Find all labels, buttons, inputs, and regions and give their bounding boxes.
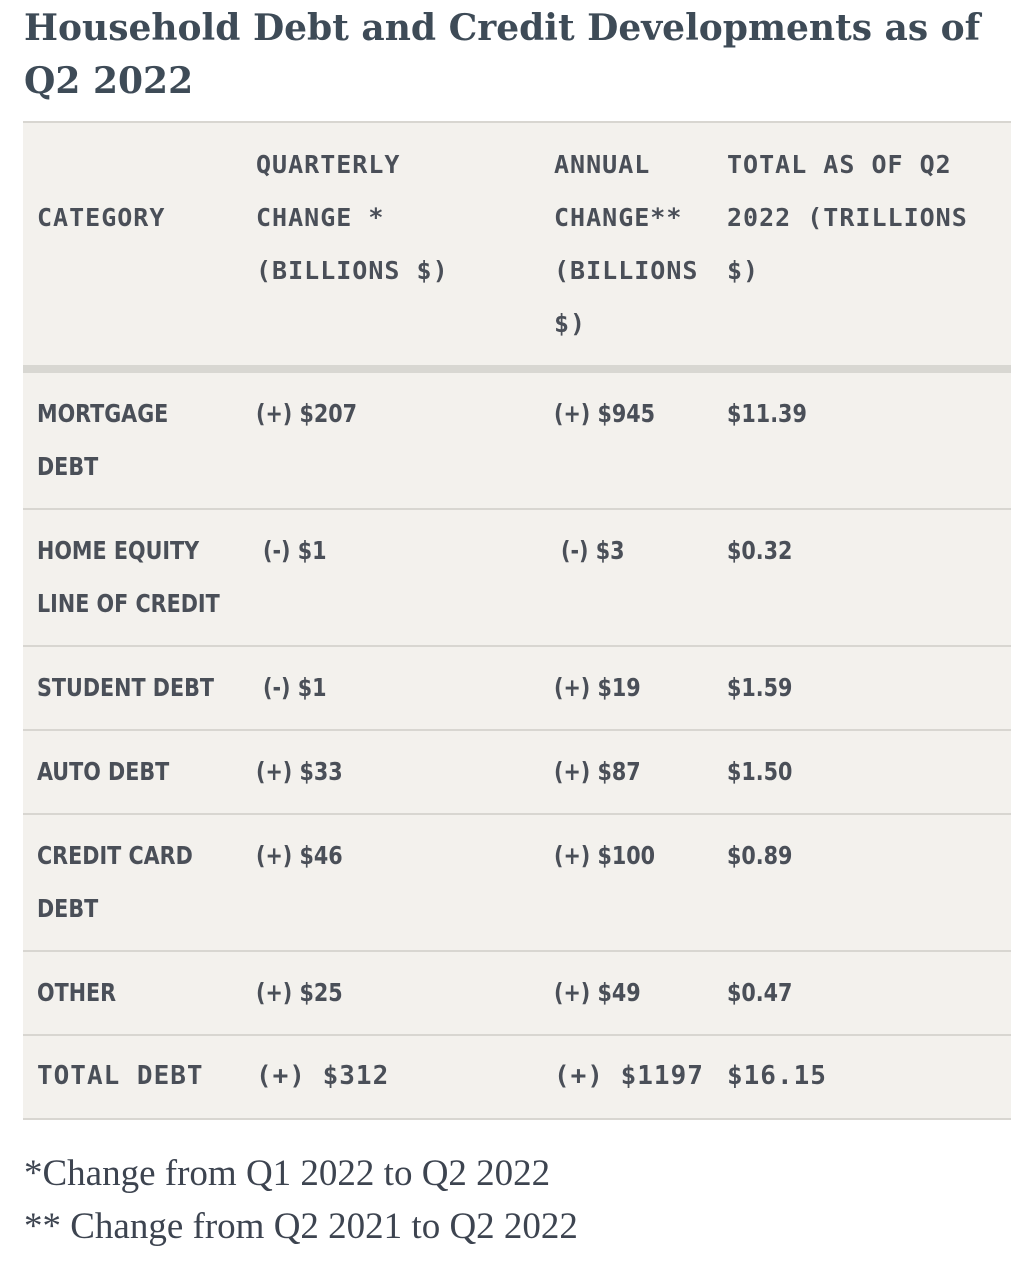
cell-quarterly: (-) $1 — [263, 536, 327, 565]
table-row-total — [23, 1036, 1011, 1118]
table-row-other — [23, 952, 1011, 1036]
header-annual-change: ANNUAL CHANGE** (BILLIONS $) — [554, 150, 699, 338]
cell-annual: (+) $100 — [554, 841, 656, 870]
cell-total: $1.59 — [727, 673, 793, 702]
table-row-home-equity — [23, 510, 1011, 647]
table-row-credit-card — [23, 815, 1011, 952]
cell-category: STUDENT DEBT — [37, 673, 214, 702]
table-row-mortgage — [23, 373, 1011, 510]
footnote-quarterly: *Change from Q1 2022 to Q2 2022 — [24, 1153, 551, 1194]
cell-total: $1.50 — [727, 757, 793, 786]
header-total: TOTAL AS OF Q2 2022 (TRILLIONS $) — [727, 150, 968, 285]
cell-total: $0.89 — [727, 841, 793, 870]
cell-category: AUTO DEBT — [37, 757, 170, 786]
cell-annual: (+) $1197 — [554, 1061, 704, 1091]
cell-total: $11.39 — [727, 399, 807, 428]
cell-category: OTHER — [37, 978, 117, 1007]
cell-annual: (+) $49 — [554, 978, 641, 1007]
table-row-student — [23, 647, 1011, 731]
header-quarterly-change: QUARTERLY CHANGE * (BILLIONS $) — [256, 150, 449, 285]
cell-quarterly: (+) $312 — [256, 1061, 390, 1091]
footnote-annual: ** Change from Q2 2021 to Q2 2022 — [24, 1206, 578, 1247]
header-category: CATEGORY — [37, 203, 166, 232]
cell-total: $0.32 — [727, 536, 793, 565]
cell-quarterly: (+) $46 — [256, 841, 343, 870]
cell-annual: (+) $87 — [554, 757, 641, 786]
cell-quarterly: (+) $33 — [256, 757, 343, 786]
cell-annual: (+) $945 — [554, 399, 656, 428]
table-row-auto — [23, 731, 1011, 815]
cell-category: CREDIT CARD DEBT — [37, 841, 193, 923]
debt-table — [23, 121, 1011, 1120]
cell-category: TOTAL DEBT — [37, 1061, 204, 1091]
page-title: Household Debt and Credit Developments as of Q2 2022 — [24, 7, 981, 102]
cell-total: $16.15 — [727, 1061, 827, 1091]
cell-category: MORTGAGE DEBT — [37, 399, 169, 481]
cell-quarterly: (-) $1 — [263, 673, 327, 702]
cell-total: $0.47 — [727, 978, 793, 1007]
cell-quarterly: (+) $207 — [256, 399, 358, 428]
cell-annual: (-) $3 — [561, 536, 625, 565]
cell-quarterly: (+) $25 — [256, 978, 343, 1007]
cell-category: HOME EQUITY LINE OF CREDIT — [37, 536, 220, 618]
cell-annual: (+) $19 — [554, 673, 641, 702]
table-header-row — [23, 123, 1011, 373]
